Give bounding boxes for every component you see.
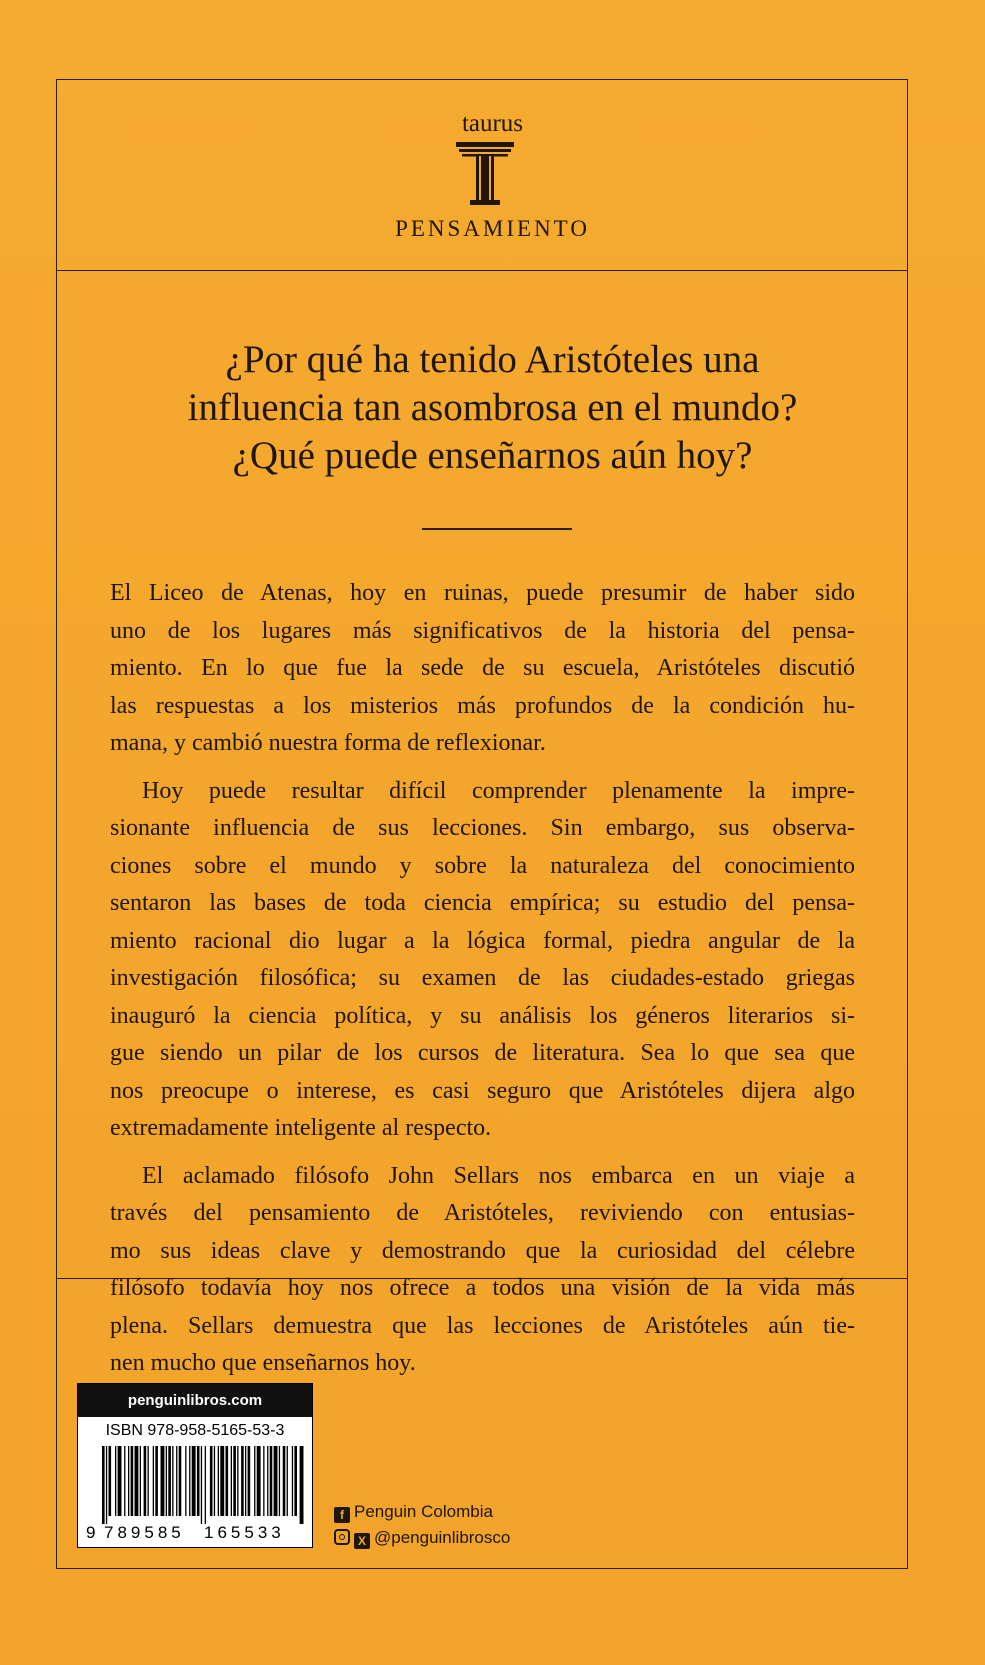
facebook-line (334, 1502, 493, 1523)
text-line: sionante influencia de sus lecciones. Sin embargo, sus observa- (110, 815, 855, 841)
text-line: El Liceo de Atenas, hoy en ruinas, puede presumir de haber sido (110, 580, 855, 606)
barcode-bar (294, 1446, 297, 1516)
text-line: extremadamente inteligente al respecto. (110, 1115, 492, 1141)
barcode-bar (106, 1446, 107, 1524)
text-line: filósofo todavía hoy nos ofrece a todos una visión de la vida más (110, 1275, 855, 1301)
barcode-bar (148, 1446, 149, 1516)
barcode-digits-right: 165533 (204, 1523, 285, 1542)
barcode-bar (263, 1446, 264, 1516)
barcode-bar (192, 1446, 196, 1516)
barcode-bar (220, 1446, 224, 1516)
barcode-box (77, 1383, 313, 1548)
facebook-icon: f (334, 1507, 350, 1523)
text-line: inauguró la ciencia política, y su análisis los géneros literarios si- (110, 1002, 855, 1029)
barcode-bar (176, 1446, 177, 1516)
text-line: gue siendo un pilar de los cursos de literatura. Sea lo que sea que (110, 1040, 855, 1066)
barcode-bar (248, 1446, 251, 1516)
barcode-bar (218, 1446, 219, 1516)
headline-line: ¿Qué puede enseñarnos aún hoy? (232, 434, 753, 477)
barcode-bar (140, 1446, 141, 1516)
barcode-bar (226, 1446, 229, 1516)
barcode (84, 1446, 308, 1542)
text-line: nen mucho que enseñarnos hoy. (110, 1350, 416, 1376)
text-line: nos preocupe o interese, es casi seguro que Aristóteles dijera algo (110, 1077, 855, 1104)
collection-name: PENSAMIENTO (395, 216, 590, 241)
barcode-bar (279, 1446, 280, 1516)
brand-name: taurus (461, 110, 524, 137)
barcode-bar (168, 1446, 171, 1516)
social-handle[interactable]: @penguinlibrosco (374, 1528, 511, 1547)
barcode-bar (102, 1446, 105, 1524)
barcode-bar (245, 1446, 246, 1516)
barcode-bar (131, 1446, 134, 1516)
headline (90, 336, 895, 480)
barcode-bar (210, 1446, 213, 1516)
barcode-bar (161, 1446, 165, 1516)
barcode-bar (172, 1446, 173, 1516)
barcode-bar (201, 1446, 202, 1524)
barcode-bar (124, 1446, 125, 1516)
text-line: mo sus ideas clave y demostrando que la curiosidad del célebre (110, 1237, 855, 1264)
text-line: ciones sobre el mundo y sobre la naturaleza del conocimiento (110, 852, 855, 879)
barcode-bar (237, 1446, 238, 1516)
barcode-bar (254, 1446, 255, 1516)
barcode-bar (166, 1446, 167, 1516)
isbn-label: ISBN 978-958-5165-53-3 (105, 1422, 285, 1439)
barcode-bar (205, 1446, 206, 1524)
barcode-bar (214, 1446, 215, 1516)
blurb (110, 575, 855, 1393)
barcode-bar (144, 1446, 147, 1516)
instagram-icon (334, 1529, 350, 1545)
x-icon: X (354, 1533, 370, 1549)
barcode-bar (135, 1446, 139, 1516)
text-line: Hoy puede resultar difícil comprender plenamente la impre- (142, 777, 855, 804)
text-line: través del pensamiento de Aristóteles, reviviendo con entusias- (110, 1200, 855, 1226)
barcode-bar (179, 1446, 182, 1516)
publisher-website: penguinlibros.com (78, 1384, 312, 1417)
barcode-bar (274, 1446, 278, 1516)
taurus-t-logo (456, 142, 514, 206)
barcode-bar (185, 1446, 186, 1516)
text-line: uno de los lugares más significativos de la historia del pensa- (110, 617, 855, 644)
header-divider (56, 270, 908, 271)
facebook-account[interactable]: Penguin Colombia (354, 1502, 493, 1521)
barcode-bar (115, 1446, 116, 1516)
text-line: miento racional dio lugar a la lógica formal, piedra angular de la (110, 927, 855, 954)
headline-line: ¿Por qué ha tenido Aristóteles una (225, 338, 760, 381)
barcode-bar (283, 1446, 286, 1516)
barcode-bar (118, 1446, 122, 1516)
barcode-bar (109, 1446, 112, 1516)
headline-line: influencia tan asombrosa en el mundo? (187, 386, 798, 429)
barcode-bar (128, 1446, 129, 1516)
text-line: investigación filosófica; su examen de las ciudades-estado griegas (110, 965, 855, 991)
headline-separator (422, 528, 572, 530)
barcode-bar (189, 1446, 190, 1516)
barcode-bar (267, 1446, 268, 1516)
blurb-paragraph (110, 1158, 855, 1383)
barcode-bar (287, 1446, 288, 1516)
text-line: plena. Sellars demuestra que las lecciones de Aristóteles aún tie- (110, 1312, 855, 1339)
barcode-bar (257, 1446, 261, 1516)
barcode-bar (233, 1446, 236, 1516)
barcode-bar (241, 1446, 244, 1516)
blurb-paragraph (110, 773, 855, 1148)
barcode-bar (300, 1446, 304, 1524)
barcode-bar (231, 1446, 232, 1516)
text-line: miento. En lo que fue la sede de su escuela, Aristóteles discutió (110, 655, 855, 681)
social-handle-line (334, 1528, 510, 1549)
barcode-digits-left: 789585 (104, 1523, 185, 1542)
barcode-digit-prefix: 9 (86, 1523, 96, 1542)
text-line: mana, y cambió nuestra forma de reflexionar. (110, 730, 546, 756)
text-line: las respuestas a los misterios más profundos de la condición hu- (110, 692, 855, 719)
text-line: El aclamado filósofo John Sellars nos embarca en un viaje a (142, 1162, 855, 1189)
text-line: sentaron las bases de toda ciencia empírica; su estudio del pensa- (110, 890, 855, 916)
blurb-paragraph (110, 575, 855, 763)
barcode-bar (292, 1446, 293, 1516)
barcode-bar (197, 1446, 200, 1516)
barcode-bar (153, 1446, 154, 1516)
barcode-bar (270, 1446, 273, 1516)
barcode-bar (155, 1446, 158, 1516)
